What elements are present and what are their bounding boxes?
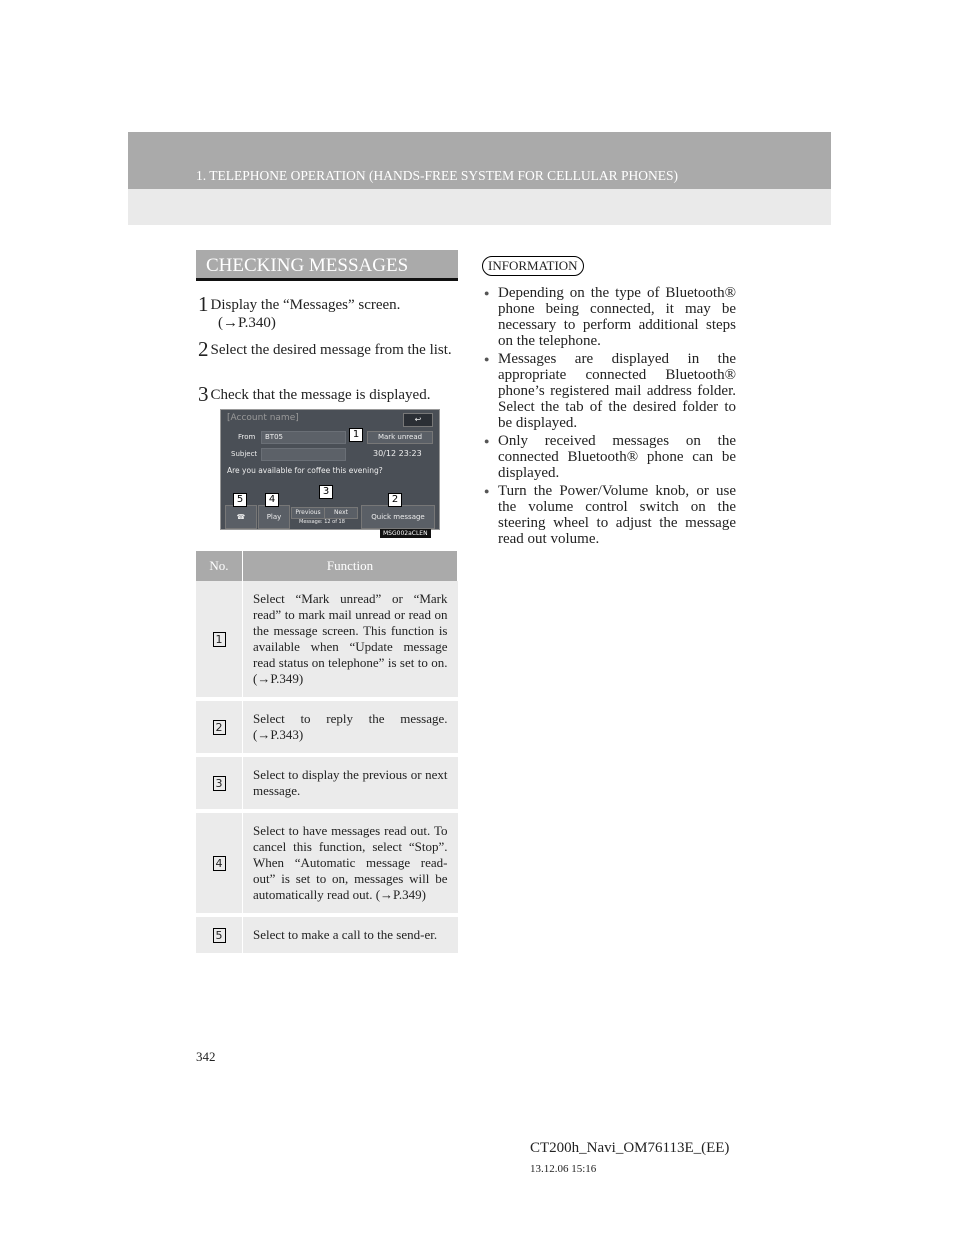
subject-label: Subject	[231, 450, 258, 458]
previous-button: Previous	[291, 507, 325, 519]
row-number: 3	[213, 776, 226, 791]
row-number: 5	[213, 928, 226, 943]
play-button: Play	[258, 505, 290, 529]
back-icon: ↩	[403, 413, 433, 427]
document-id: CT200h_Navi_OM76113E_(EE)	[530, 1140, 730, 1156]
step-number: 3	[198, 382, 209, 406]
header-subband	[128, 189, 831, 225]
information-list	[484, 285, 736, 547]
function-table	[196, 551, 458, 957]
step-3	[198, 382, 460, 406]
table-row	[196, 699, 458, 755]
row-function: Select to display the previous or next message.	[243, 755, 458, 811]
step-1	[198, 292, 460, 332]
row-number: 1	[213, 632, 226, 647]
col-no: No.	[196, 551, 243, 581]
subject-field	[261, 448, 346, 461]
from-label: From	[238, 433, 256, 441]
step-2	[198, 337, 460, 361]
chapter-title: 1. TELEPHONE OPERATION (HANDS-FREE SYSTEM FOR CELLULAR PHONES)	[196, 168, 679, 183]
info-item: ● Depending on the type of Bluetooth® phone being connected, it may be necessary to perform additional steps on the telephone.	[484, 285, 736, 349]
step-number: 2	[198, 337, 209, 361]
message-datetime: 30/12 23:23	[373, 449, 422, 458]
callout-3: 3	[319, 485, 333, 499]
step-text: Select the desired message from the list.	[210, 342, 452, 358]
step-text: Display the “Messages” screen.	[210, 297, 401, 313]
table-row	[196, 811, 458, 915]
row-function: Select to make a call to the send-er.	[243, 915, 458, 955]
table-row	[196, 915, 458, 955]
message-body: Are you available for coffee this evening?	[227, 466, 383, 475]
col-function: Function	[243, 551, 458, 581]
print-stamp: 13.12.06 15:16	[530, 1163, 597, 1175]
row-number: 4	[213, 856, 226, 871]
info-item: ● Turn the Power/Volume knob, or use the volume control switch on the steering wheel to adjust the message read out volume.	[484, 483, 736, 547]
step-ref: (→P.340)	[218, 315, 276, 331]
information-label: INFORMATION	[482, 256, 584, 276]
row-number: 2	[213, 720, 226, 735]
mark-unread-button: Mark unread	[367, 431, 433, 444]
phone-icon: ☎	[225, 505, 257, 529]
section-title: CHECKING MESSAGES	[196, 250, 458, 281]
page-number: 342	[196, 1049, 216, 1064]
from-value: BT05	[261, 431, 346, 444]
step-text: Check that the message is displayed.	[210, 387, 431, 403]
callout-4: 4	[265, 493, 279, 507]
messages-screen-image	[220, 409, 440, 530]
callout-1: 1	[349, 428, 363, 442]
table-row	[196, 581, 458, 699]
row-function: Select “Mark unread” or “Mark read” to mark mail unread or read on the message screen. This function is available when “Update message read status on telephone” is set to on. (→P.349)	[243, 581, 458, 699]
table-row	[196, 755, 458, 811]
info-item: ● Only received messages on the connected Bluetooth® phone can be displayed.	[484, 433, 736, 481]
callout-2: 2	[388, 493, 402, 507]
row-function: Select to reply the message. (→P.343)	[243, 699, 458, 755]
message-counter: Message: 12 of 18	[299, 519, 345, 525]
row-function: Select to have messages read out. To cancel this function, select “Stop”. When “Automatic message read-out” is set to on, messages will be automatically read out. (→P.349)	[243, 811, 458, 915]
step-number: 1	[198, 292, 209, 316]
next-button: Next	[324, 507, 358, 519]
callout-5: 5	[233, 493, 247, 507]
account-name: [Account name]	[227, 413, 299, 423]
info-item: ● Messages are displayed in the appropriate connected Bluetooth® phone’s registered mail address folder. Select the tab of the desired folder to be displayed.	[484, 351, 736, 431]
image-code: MSG002aCLEN	[380, 529, 431, 538]
quick-message-button: Quick message	[361, 505, 435, 529]
